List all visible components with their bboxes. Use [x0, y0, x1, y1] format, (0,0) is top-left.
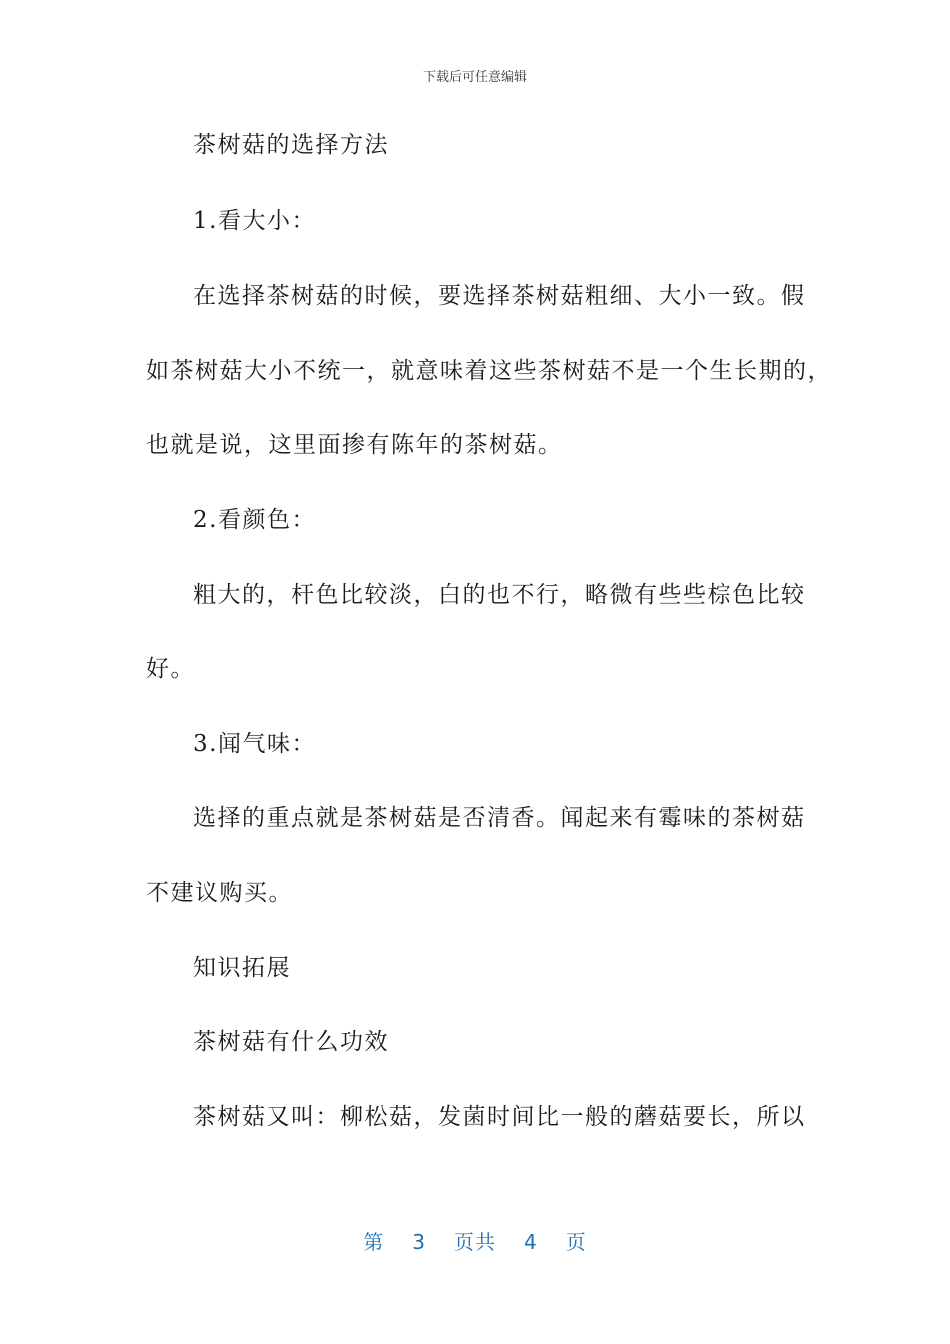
paragraph-line: 好。 — [146, 656, 195, 682]
page-footer — [0, 1226, 950, 1255]
section-title-selection: 茶树菇的选择方法 — [193, 132, 389, 158]
footer-middle: 页共 — [454, 1230, 496, 1254]
header-note: 下载后可任意编辑 — [422, 70, 527, 85]
footer-prefix: 第 — [363, 1230, 385, 1254]
paragraph-line: 茶树菇又叫：柳松菇，发菌时间比一般的蘑菇要长，所以 — [193, 1104, 806, 1130]
paragraph-line: 也就是说，这里面掺有陈年的茶树菇。 — [146, 432, 563, 458]
paragraph-line: 粗大的，杆色比较淡，白的也不行，略微有些些棕色比较 — [193, 582, 806, 608]
paragraph-line: 选择的重点就是茶树菇是否清香。闻起来有霉味的茶树菇 — [193, 805, 806, 831]
paragraph-line: 不建议购买。 — [146, 880, 293, 906]
paragraph-line: 在选择茶树菇的时候，要选择茶树菇粗细、大小一致。假 — [193, 283, 806, 309]
section-title-knowledge: 知识拓展 — [193, 955, 291, 981]
footer-page-number: 3 — [412, 1230, 426, 1254]
subheading-color: 2.看颜色： — [193, 507, 316, 533]
footer-suffix: 页 — [565, 1230, 587, 1254]
subheading-size: 1.看大小： — [193, 208, 316, 234]
footer-total-pages: 4 — [524, 1230, 538, 1254]
section-title-effects: 茶树菇有什么功效 — [193, 1029, 389, 1055]
subheading-smell: 3.闻气味： — [193, 731, 316, 757]
paragraph-line: 如茶树菇大小不统一，就意味着这些茶树菇不是一个生长期的， — [146, 358, 832, 384]
